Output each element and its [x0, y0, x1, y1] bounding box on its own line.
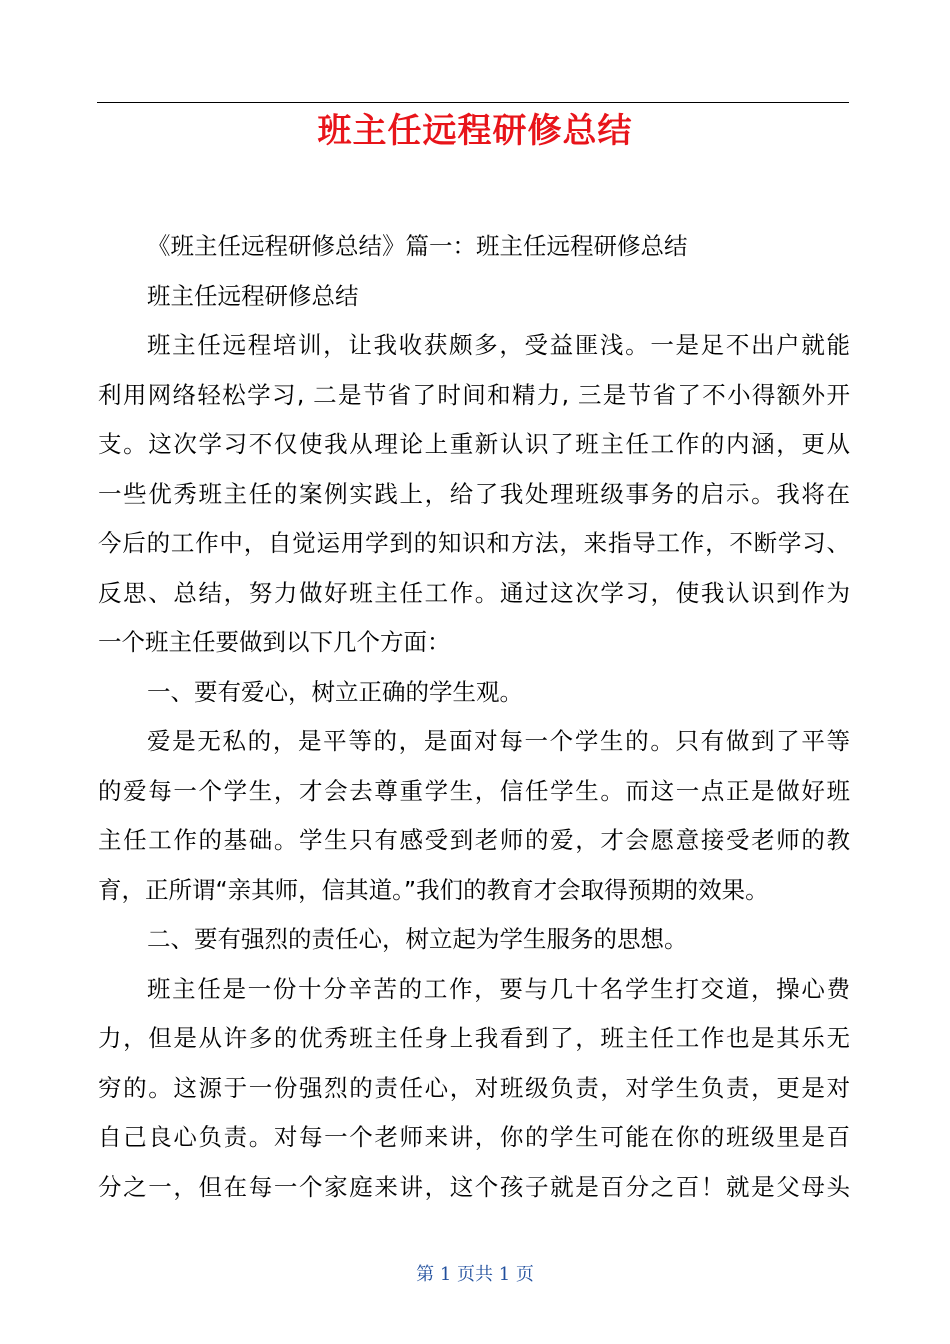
body-text-line: 的爱每一个学生，才会去尊重学生，信任学生。而这一点正是做好班	[98, 776, 850, 805]
body-text-line: 主任工作的基础。学生只有感受到老师的爱，才会愿意接受老师的教	[98, 826, 850, 854]
body-text-line: 支。这次学习不仅使我从理论上重新认识了班主任工作的内涵，更从	[98, 430, 850, 458]
body-text-line: 今后的工作中，自觉运用学到的知识和方法，来指导工作，不断学习、	[98, 529, 850, 557]
header-rule	[97, 102, 849, 103]
body-text-line: 利用网络轻松学习, 二是节省了时间和精力, 三是节省了不小得额外开	[98, 380, 850, 409]
body-text-line: 一些优秀班主任的案例实践上，给了我处理班级事务的启示。我将在	[98, 479, 850, 508]
body-text-line: 力，但是从许多的优秀班主任身上我看到了，班主任工作也是其乐无	[98, 1024, 850, 1052]
body-text-line: 反思、总结，努力做好班主任工作。通过这次学习，使我认识到作为	[98, 578, 850, 607]
body-text-line: 二、要有强烈的责任心，树立起为学生服务的思想。	[147, 925, 688, 953]
body-text-line: 班主任是一份十分辛苦的工作，要与几十名学生打交道，操心费	[147, 974, 850, 1003]
body-text-line: 一、要有爱心，树立正确的学生观。	[147, 677, 523, 706]
body-text-line: 穷的。这源于一份强烈的责任心，对班级负责，对学生负责，更是对	[98, 1073, 850, 1102]
body-text-line: 育，正所谓“亲其师，信其道。”我们的教育才会取得预期的效果。	[98, 875, 769, 904]
document-body	[98, 222, 850, 1212]
page-number-footer: 第 1 页共 1 页	[416, 1264, 534, 1285]
document-title: 班主任远程研修总结	[317, 111, 633, 151]
body-text-line: 一个班主任要做到以下几个方面：	[98, 628, 451, 656]
body-text-line: 《班主任远程研修总结》篇一：班主任远程研修总结	[147, 232, 688, 260]
body-text-line: 班主任远程研修总结	[147, 281, 359, 310]
body-text-line: 分之一，但在每一个家庭来讲，这个孩子就是百分之百！就是父母头	[98, 1172, 850, 1201]
body-text-line: 爱是无私的，是平等的，是面对每一个学生的。只有做到了平等	[147, 727, 850, 755]
body-text-line: 自己良心负责。对每一个老师来讲，你的学生可能在你的班级里是百	[98, 1123, 850, 1151]
body-text-line: 班主任远程培训，让我收获颇多，受益匪浅。一是足不出户就能	[147, 331, 850, 359]
